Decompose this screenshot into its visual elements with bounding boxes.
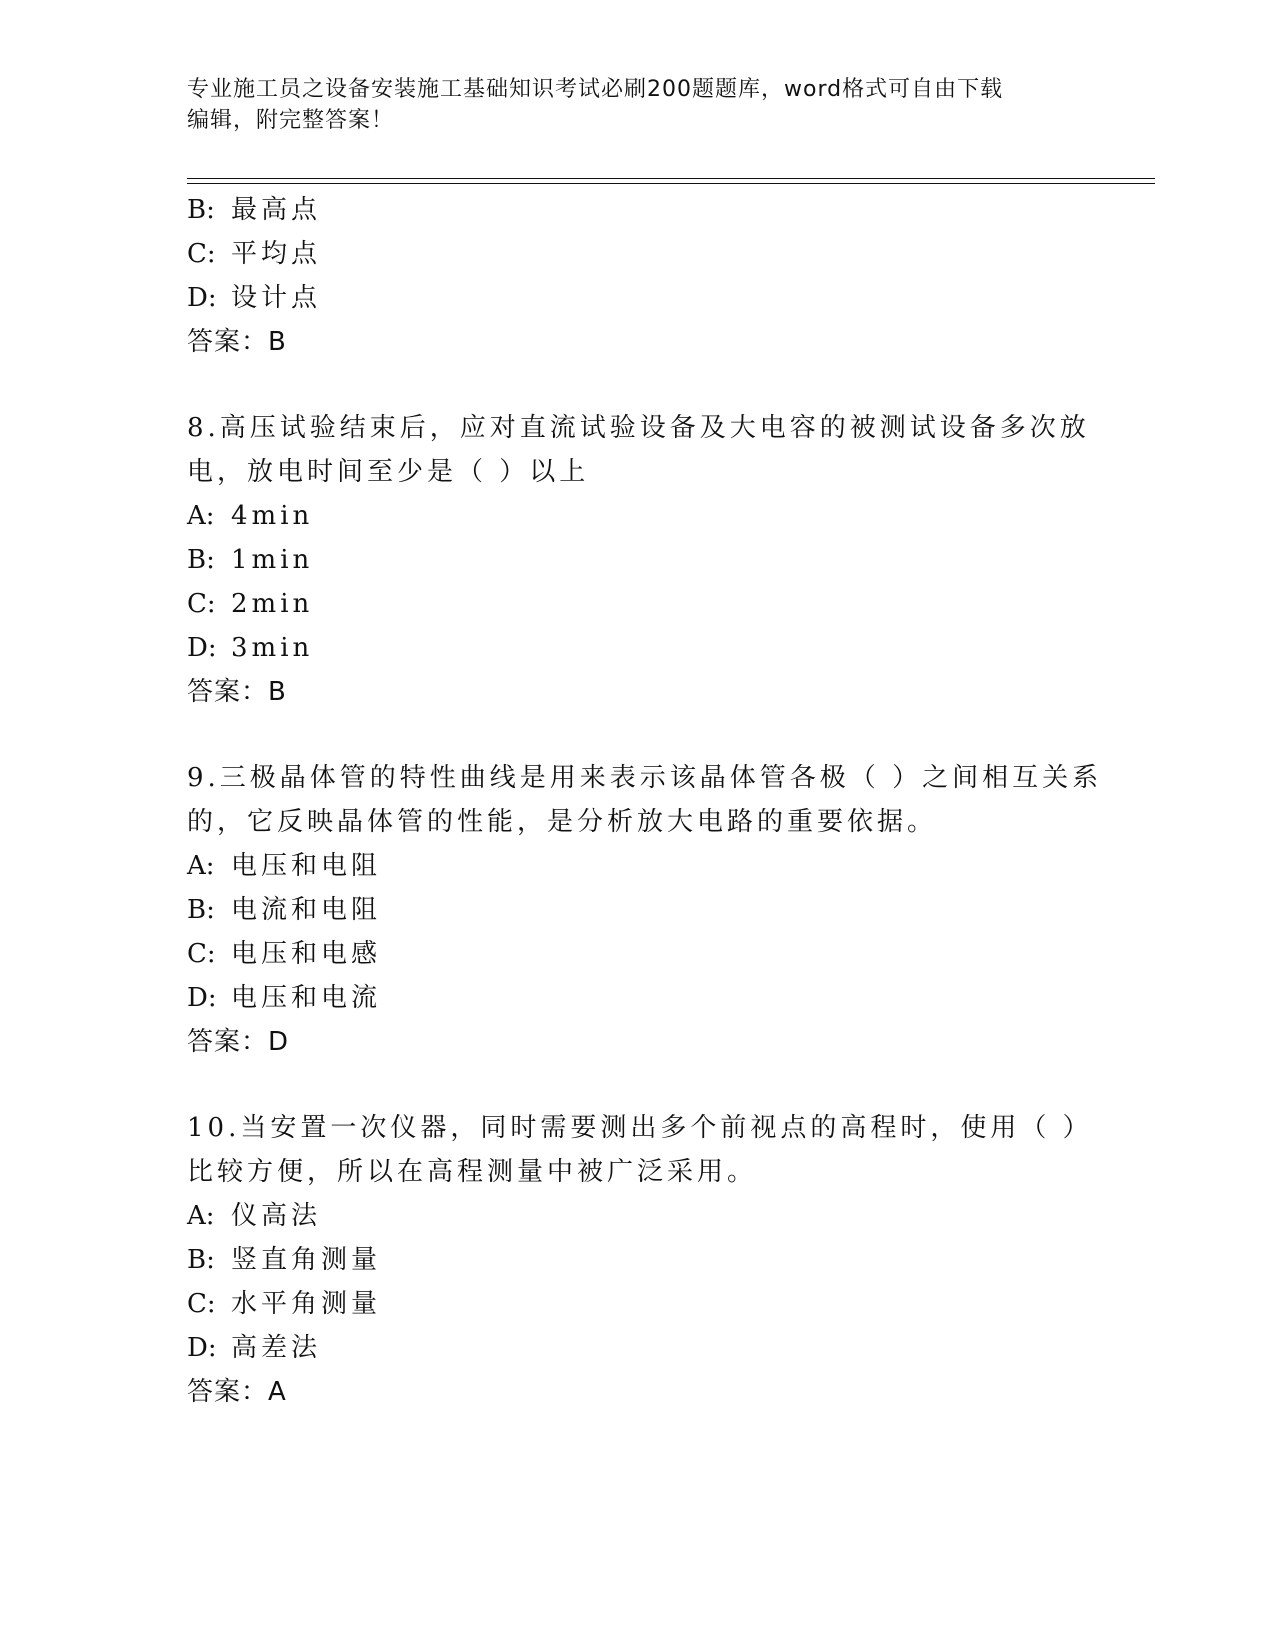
- option-text: 4min: [231, 501, 314, 531]
- option-label: C:: [187, 239, 216, 269]
- option-label: C:: [187, 589, 216, 619]
- option-text: 最高点: [231, 195, 322, 225]
- option-d: [187, 633, 1087, 663]
- option-d: [187, 983, 1087, 1013]
- option-text: 设计点: [231, 283, 322, 313]
- question-10-line-1: 10.当安置一次仪器，同时需要测出多个前视点的高程时，使用（ ）: [187, 1113, 1093, 1143]
- option-label: B:: [187, 545, 215, 575]
- header-line-1: 专业施工员之设备安装施工基础知识考试必刷200题题库，word格式可自由下载: [187, 77, 1004, 102]
- answer: 答案：D: [187, 1027, 290, 1057]
- option-text: 电压和电流: [231, 983, 382, 1013]
- option-label: D:: [187, 983, 217, 1013]
- header-divider-bottom: [187, 183, 1155, 184]
- option-b: [187, 545, 1087, 575]
- option-label: A:: [187, 1201, 215, 1231]
- option-label: C:: [187, 939, 216, 969]
- option-text: 水平角测量: [231, 1289, 382, 1319]
- option-c: [187, 589, 1087, 619]
- option-label: D:: [187, 633, 217, 663]
- option-text: 2min: [231, 589, 314, 619]
- option-d: [187, 283, 1087, 313]
- option-text: 电压和电感: [231, 939, 382, 969]
- question-8-line-1: 8.高压试验结束后，应对直流试验设备及大电容的被测试设备多次放: [187, 413, 1090, 443]
- option-b: [187, 195, 1087, 225]
- option-text: 平均点: [231, 239, 322, 269]
- option-d: [187, 1333, 1087, 1363]
- option-label: A:: [187, 851, 215, 881]
- option-text: 电压和电阻: [231, 851, 382, 881]
- answer: 答案：B: [187, 677, 287, 707]
- option-a: [187, 851, 1087, 881]
- option-label: A:: [187, 501, 215, 531]
- option-label: C:: [187, 1289, 216, 1319]
- option-b: [187, 1245, 1087, 1275]
- option-label: D:: [187, 1333, 217, 1363]
- header-line-2: 编辑，附完整答案！: [187, 108, 395, 133]
- option-b: [187, 895, 1087, 925]
- option-c: [187, 1289, 1087, 1319]
- option-label: B:: [187, 195, 215, 225]
- option-label: B:: [187, 1245, 215, 1275]
- question-10-line-2: 比较方便，所以在高程测量中被广泛采用。: [187, 1157, 758, 1187]
- question-9-line-2: 的，它反映晶体管的性能，是分析放大电路的重要依据。: [187, 807, 938, 837]
- option-c: [187, 239, 1087, 269]
- option-text: 高差法: [231, 1333, 322, 1363]
- option-label: D:: [187, 283, 217, 313]
- question-8-line-2: 电，放电时间至少是（ ）以上: [187, 457, 590, 487]
- option-text: 仪高法: [231, 1201, 322, 1231]
- option-text: 3min: [231, 633, 314, 663]
- option-a: [187, 501, 1087, 531]
- header-divider-top: [187, 178, 1155, 179]
- answer: 答案：A: [187, 1377, 287, 1407]
- option-text: 竖直角测量: [231, 1245, 382, 1275]
- question-9-line-1: 9.三极晶体管的特性曲线是用来表示该晶体管各极（ ）之间相互关系: [187, 763, 1103, 793]
- document-header: [187, 74, 1087, 136]
- option-label: B:: [187, 895, 215, 925]
- answer: 答案：B: [187, 327, 287, 357]
- option-a: [187, 1201, 1087, 1231]
- option-text: 1min: [231, 545, 314, 575]
- option-c: [187, 939, 1087, 969]
- option-text: 电流和电阻: [231, 895, 382, 925]
